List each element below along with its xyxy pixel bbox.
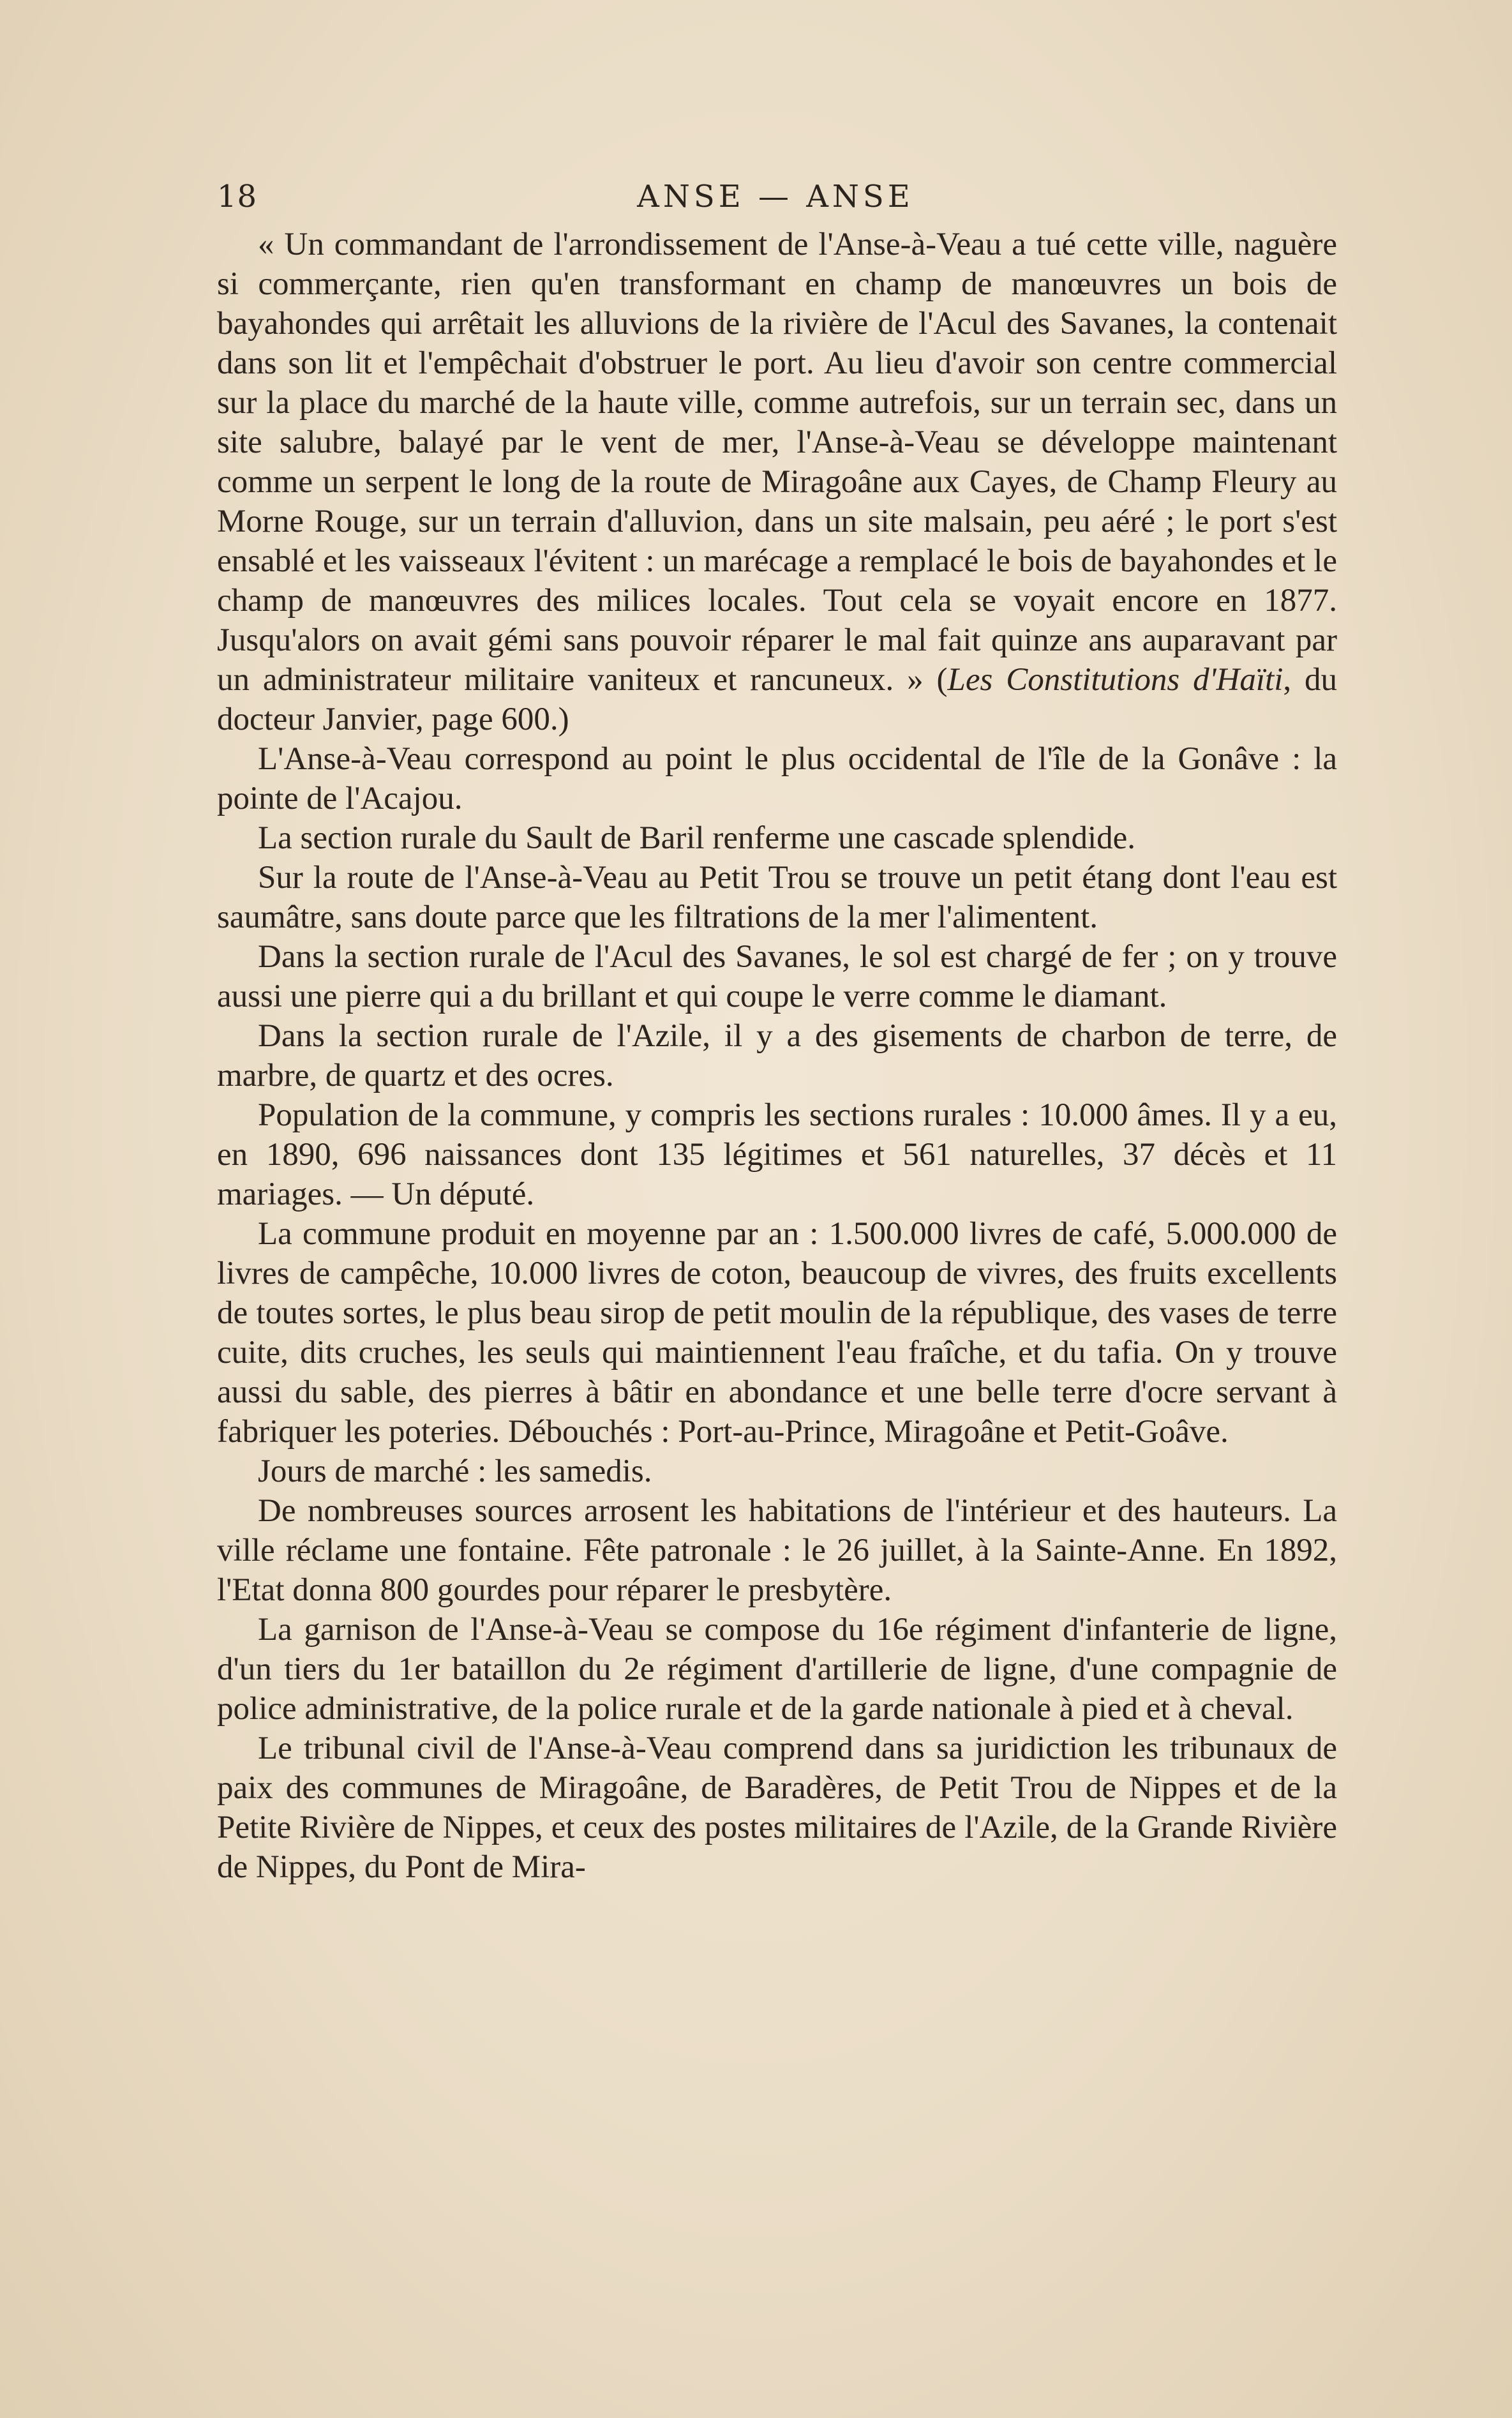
paragraph-sources: De nombreuses sources arrosent les habitations de l'intérieur et des hauteurs. La ville réclame une fontaine. Fête patronale : le 26 juillet, à la Sainte-Anne. En 1892, l'Etat donna 800 gourdes pour réparer le presbytère.	[217, 1493, 1337, 1608]
paragraph-population: Population de la commune, y compris les sections rurales : 10.000 âmes. Il y a eu, en 1890, 696 naissances dont 135 légitimes et 561 naturelles, 37 décès et 11 mariages. — Un député.	[217, 1097, 1337, 1212]
paragraph-market: Jours de marché : les samedis.	[258, 1453, 652, 1489]
paragraph-production: La commune produit en moyenne par an : 1.500.000 livres de café, 5.000.000 de livres de campêche, 10.000 livres de coton, beaucoup de vivres, des fruits excellents de toutes sortes, le plus beau sirop de petit moulin de la république, des vases de terre cuite, dits cruches, les seuls qui maintiennent l'eau fraîche, et du tafia. On y trouve aussi du sable, des pierres à bâtir en abondance et une belle terre d'ocre servant à fabriquer les poteries. Débouchés : Port-au-Prince, Miragoâne et Petit-Goâve.	[217, 1216, 1337, 1450]
page-number: 18	[217, 179, 258, 214]
citation-title: Les Constitutions d'Haïti	[947, 662, 1284, 698]
citation-rest: , du docteur Janvier, page 600.)	[217, 662, 1338, 737]
body-text	[217, 225, 1337, 1887]
paragraph-tribunal: Le tribunal civil de l'Anse-à-Veau comprend dans sa juridiction les tribunaux de paix des communes de Miragoâne, de Baradères, de Petit Trou de Nippes et de la Petite Rivière de Nippes, et ceux des postes militaires de l'Azile, de la Grande Rivière de Nippes, du Pont de Mira-	[217, 1731, 1337, 1885]
citation: (Les Constitutions d'Haïti, du docteur Janvier, page 600.)	[217, 662, 1338, 737]
paragraph-acul: Dans la section rurale de l'Acul des Savanes, le sol est chargé de fer ; on y trouve aussi une pierre qui a du brillant et qui coupe le verre comme le diamant.	[217, 939, 1337, 1014]
paragraph-etang: Sur la route de l'Anse-à-Veau au Petit Trou se trouve un petit étang dont l'eau est saumâtre, sans doute parce que les filtrations de la mer l'alimentent.	[217, 860, 1337, 935]
paragraph-garrison: La garnison de l'Anse-à-Veau se compose du 16e régiment d'infanterie de ligne, d'un tiers du 1er bataillon du 2e régiment d'artillerie de ligne, d'une compagnie de police administrative, de la police rurale et de la garde nationale à pied et à cheval.	[217, 1612, 1337, 1727]
quote-text: « Un commandant de l'arrondissement de l'Anse-à-Veau a tué cette ville, naguère si commerçante, rien qu'en transformant en champ de manœuvres un bois de bayahondes qui arrêtait les alluvions de la rivière de l'Acul des Savanes, la contenait dans son lit et l'empêchait d'obstruer le port. Au lieu d'avoir son centre commercial sur la place du marché de la haute ville, comme autrefois, sur un terrain sec, dans un site salubre, balayé par le vent de mer, l'Anse-à-Veau se développe maintenant comme un serpent le long de la route de Miragoâne aux Cayes, de Champ Fleury au Morne Rouge, sur un terrain d'alluvion, dans un site malsain, peu aéré ; le port s'est ensablé et les vaisseaux l'évitent : un marécage a remplacé le bois de bayahondes et le champ de manœuvres des milices locales. Tout cela se voyait encore en 1877. Jusqu'alors on avait gémi sans pouvoir réparer le mal fait quinze ans auparavant par un administrateur militaire vaniteux et rancuneux. »	[217, 227, 1337, 698]
running-title: ANSE — ANSE	[637, 179, 914, 214]
paragraph-cascade: La section rurale du Sault de Baril renferme une cascade splendide.	[258, 820, 1136, 856]
paragraph-azile: Dans la section rurale de l'Azile, il y a des gisements de charbon de terre, de marbre, de quartz et des ocres.	[217, 1018, 1337, 1093]
page-header	[211, 171, 1340, 222]
paragraph-quote	[217, 225, 1337, 739]
paragraph-geography: L'Anse-à-Veau correspond au point le plus occidental de l'île de la Gonâve : la pointe de l'Acajou.	[217, 741, 1337, 816]
